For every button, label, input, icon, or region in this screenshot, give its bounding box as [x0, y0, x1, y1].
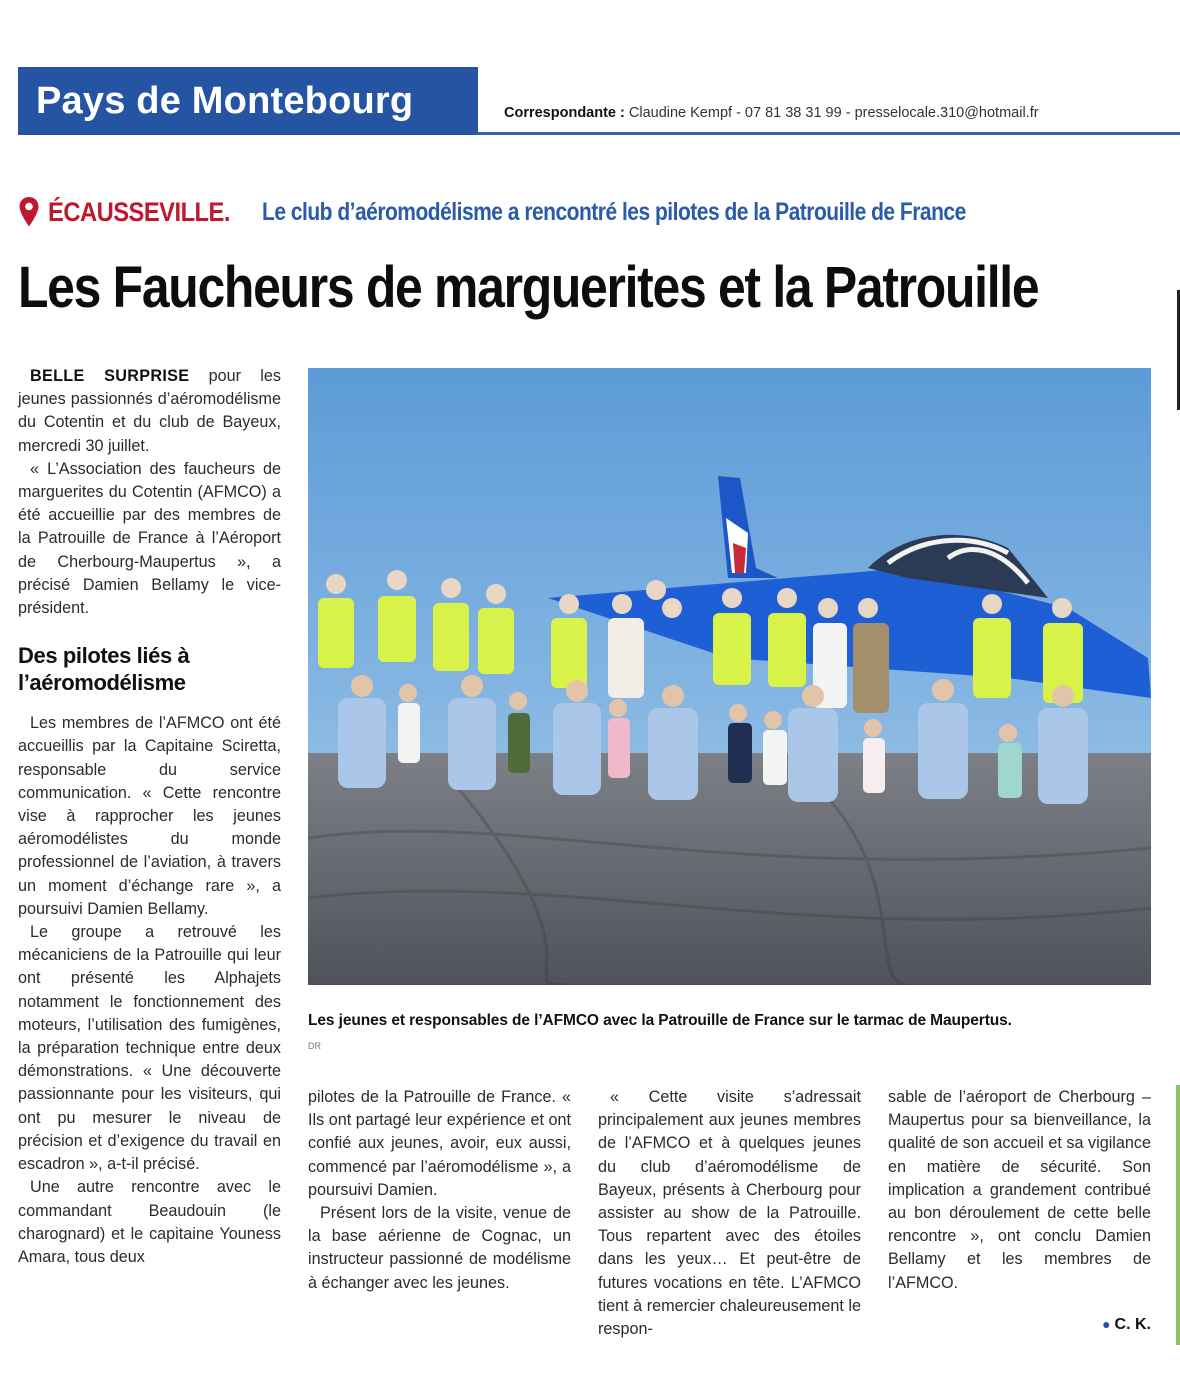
author-signature — [888, 1313, 1151, 1336]
article-column-4 — [888, 1086, 1151, 1336]
paragraph: Présent lors de la visite, venue de la base aérienne de Cognac, un instructeur passionné de modélisme à échanger avec les jeunes. — [308, 1204, 571, 1292]
paragraph: sable de l’aéroport de Cherbourg – Maupertus pour sa bienveillance, la qualité de son accueil et sa vigilance en matière de sécurité. Son implication a grandement contribué au bon déroulement de cette belle rencontre », ont conclu Damien Bellamy et les membres de l’AFMCO. — [888, 1088, 1151, 1292]
photo-credit: DR — [308, 1041, 321, 1051]
paragraph: Une autre rencontre avec le commandant Beaudouin (le charognard) et le capitaine Youness Amara, tous deux — [18, 1178, 281, 1266]
group-photo-illustration — [308, 368, 1151, 985]
correspondent-label: Correspondante : — [504, 105, 625, 121]
paragraph: « L’Association des faucheurs de marguerites du Cotentin (AFMCO) a été accueillie par des membres de la Patrouille de France à l’Aéroport de Cherbourg-Maupertus », a précisé Damien Bellamy le vice-président. — [18, 459, 281, 618]
location-pin-icon — [18, 196, 40, 228]
lead-bold: BELLE SURPRISE — [30, 367, 190, 385]
article-place: ÉCAUSSEVILLE. — [48, 196, 230, 227]
article-column-2 — [308, 1086, 571, 1295]
tarmac — [308, 753, 1151, 985]
article-photo — [308, 368, 1151, 985]
section-tag — [18, 67, 478, 135]
article-subhead: Des pilotes liés à l’aéromodélisme — [18, 643, 190, 696]
header-rule — [478, 132, 1180, 135]
paragraph: Les membres de l’AFMCO ont été accueillis par la Capitaine Sciretta, responsable du service communication. « Cette rencontre vise à rapprocher les jeunes aéromodélistes du monde professionnel de l’aviation, à travers un moment d’échange rare », a poursuivi Damien Bellamy. — [18, 714, 281, 918]
article-column-1 — [18, 365, 281, 1269]
paragraph: pilotes de la Patrouille de France. « Ils ont partagé leur expérience et ont confié aux jeunes, avoir, eux aussi, commencé par l’aéromodélisme », a poursuivi Damien. — [308, 1088, 571, 1199]
correspondent-line — [504, 105, 1039, 121]
paragraph: « Cette visite s’adressait principalement aux jeunes membres de l’AFMCO et à quelques jeunes du club d’aéromodélisme de Bayeux, présents à Cherbourg pour assister au show de la Patrouille. Tous repartent avec des étoiles dans les yeux… Et peut-être de futures vocations en tête. L’AFMCO tient à remercier chaleureusement le respon- — [598, 1088, 861, 1339]
adjacent-page-edge-green — [1176, 1085, 1180, 1345]
photo-caption: Les jeunes et responsables de l’AFMCO avec la Patrouille de France sur le tarmac de Maupertus. — [308, 1012, 1012, 1029]
lead-text: pour les jeunes passionnés d’aéromodélisme du Cotentin et du club de Bayeux, mercredi 30 juillet. — [18, 367, 281, 455]
bullet-dot-icon: ● — [1102, 1315, 1111, 1332]
section-name: Pays de Montebourg — [36, 79, 414, 122]
correspondent-info: Claudine Kempf - 07 81 38 31 99 - presselocale.310@hotmail.fr — [628, 105, 1039, 121]
signature-text: C. K. — [1114, 1315, 1151, 1333]
lead-paragraph — [18, 365, 281, 458]
paragraph: Le groupe a retrouvé les mécaniciens de la Patrouille qui leur ont présenté les Alphajets notamment le fonctionnement des moteurs, l’utilisation des fumigènes, la préparation technique entre deux démonstrations. « Une découverte passionnante pour les visiteurs, qui ont pu mesurer le niveau de précision et d’exigence du travail en escadron », a-t-il précisé. — [18, 923, 281, 1174]
article-subtitle: Le club d’aéromodélisme a rencontré les pilotes de la Patrouille de France — [262, 198, 966, 226]
article-kicker — [18, 196, 966, 228]
article-column-3 — [598, 1086, 861, 1341]
article-title: Les Faucheurs de marguerites et la Patrouille — [18, 255, 1039, 320]
